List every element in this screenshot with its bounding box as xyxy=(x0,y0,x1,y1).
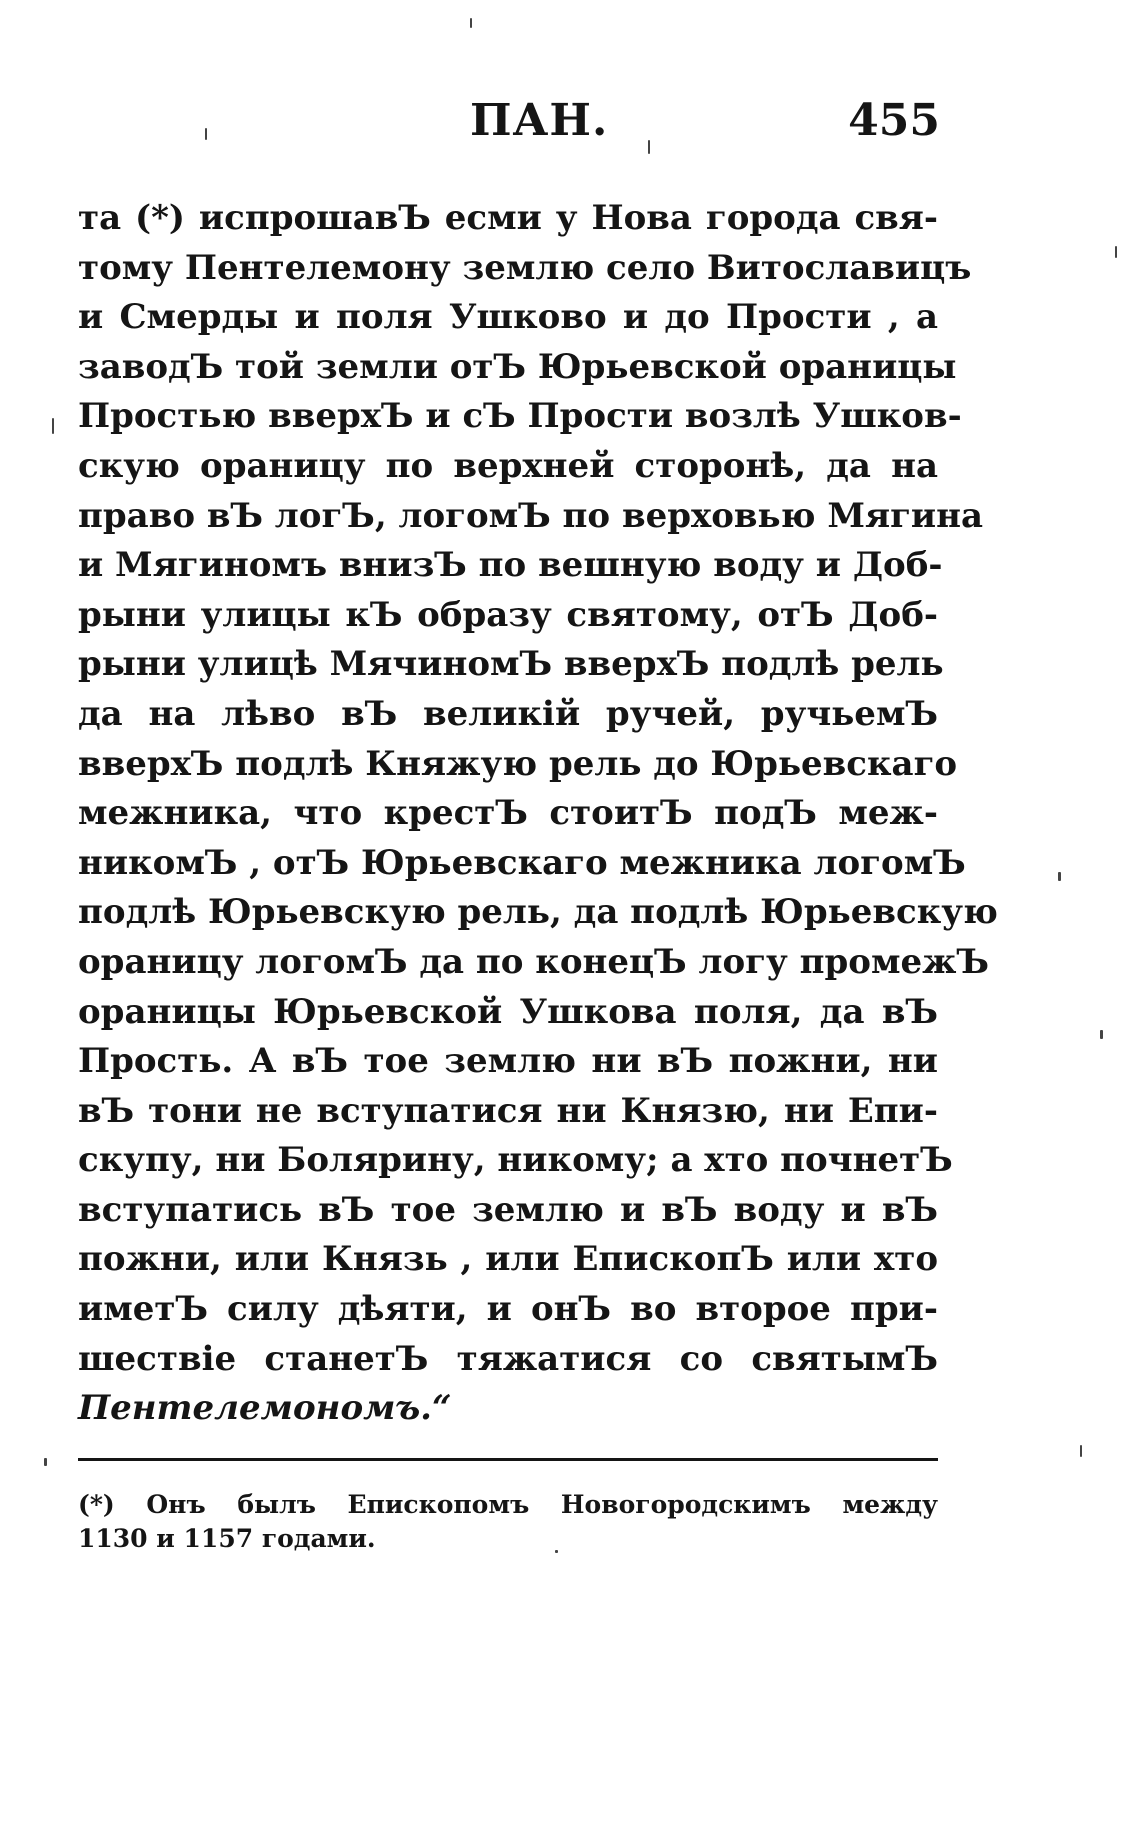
footnote xyxy=(78,1488,938,1556)
text-line: подлѣ Юрьевскую рель, да подлѣ Юрьевскую xyxy=(78,892,998,933)
print-speck xyxy=(648,140,650,154)
text-line: Прость. А вЪ тое землю ни вЪ пожни, ни xyxy=(78,1041,938,1082)
text-line: заводЪ той земли отЪ Юрьевской ораницы xyxy=(78,346,957,387)
text-line: рыни улицы кЪ образу святому, отЪ Доб- xyxy=(78,594,938,635)
text-line: и Мягиномъ внизЪ по вешную воду и Доб- xyxy=(78,545,943,586)
print-speck xyxy=(44,1458,47,1466)
text-line: вЪ тони не вступатися ни Князю, ни Епи- xyxy=(78,1090,938,1131)
page-number: 455 xyxy=(848,95,940,146)
text-line: вступатись вЪ тое землю и вЪ воду и вЪ xyxy=(78,1189,938,1230)
print-speck xyxy=(1058,872,1061,881)
text-line: шествіе станетЪ тяжатися со святымЪ xyxy=(78,1338,938,1379)
text-line: тому Пентелемону землю село Витославицъ xyxy=(78,247,972,288)
print-speck xyxy=(1100,1030,1103,1039)
text-line: та (*) испрошавЪ есми у Нова города свя- xyxy=(78,198,938,238)
footnote-divider xyxy=(78,1458,938,1461)
running-head: ПАН. xyxy=(470,95,609,146)
text-line: скую ораницу по верхней сторонѣ, да на xyxy=(78,445,938,486)
text-line: рыни улицѣ МячиномЪ вверхЪ подлѣ рель xyxy=(78,644,944,685)
print-speck xyxy=(1080,1445,1082,1457)
print-speck xyxy=(205,128,207,140)
footnote-line: 1130 и 1157 годами. xyxy=(78,1524,376,1553)
footnote-line: (*) Онъ былъ Епископомъ Новогородскимъ между xyxy=(78,1490,938,1519)
text-line: пожни, или Князь , или ЕпископЪ или хто xyxy=(78,1239,938,1280)
text-line: межника, что крестЪ стоитЪ подЪ меж- xyxy=(78,793,938,834)
text-line: скупу, ни Болярину, никому; а хто почнетЪ xyxy=(78,1140,953,1181)
text-line: никомЪ , отЪ Юрьевскаго межника логомЪ xyxy=(78,842,966,883)
text-line: ораницу логомЪ да по конецЪ логу промежЪ xyxy=(78,941,989,982)
print-speck xyxy=(555,1550,558,1553)
text-line-last: Пентелемономъ.“ xyxy=(78,1388,452,1429)
text-line: Простью вверхЪ и сЪ Прости возлѣ Ушков- xyxy=(78,396,962,437)
print-speck xyxy=(1115,246,1117,258)
print-speck xyxy=(470,18,472,28)
text-line: иметЪ силу дѣяти, и онЪ во второе при- xyxy=(78,1289,938,1330)
text-line: ораницы Юрьевской Ушкова поля, да вЪ xyxy=(78,991,938,1032)
text-line: вверхЪ подлѣ Княжую рель до Юрьевскаго xyxy=(78,743,958,784)
body-text xyxy=(78,194,998,1434)
text-line: право вЪ логЪ, логомЪ по верховью Мягина xyxy=(78,495,984,536)
text-line: да на лѣво вЪ великій ручей, ручьемЪ xyxy=(78,693,938,734)
print-speck xyxy=(52,418,54,434)
text-line: и Смерды и поля Ушково и до Прости , а xyxy=(78,297,938,338)
